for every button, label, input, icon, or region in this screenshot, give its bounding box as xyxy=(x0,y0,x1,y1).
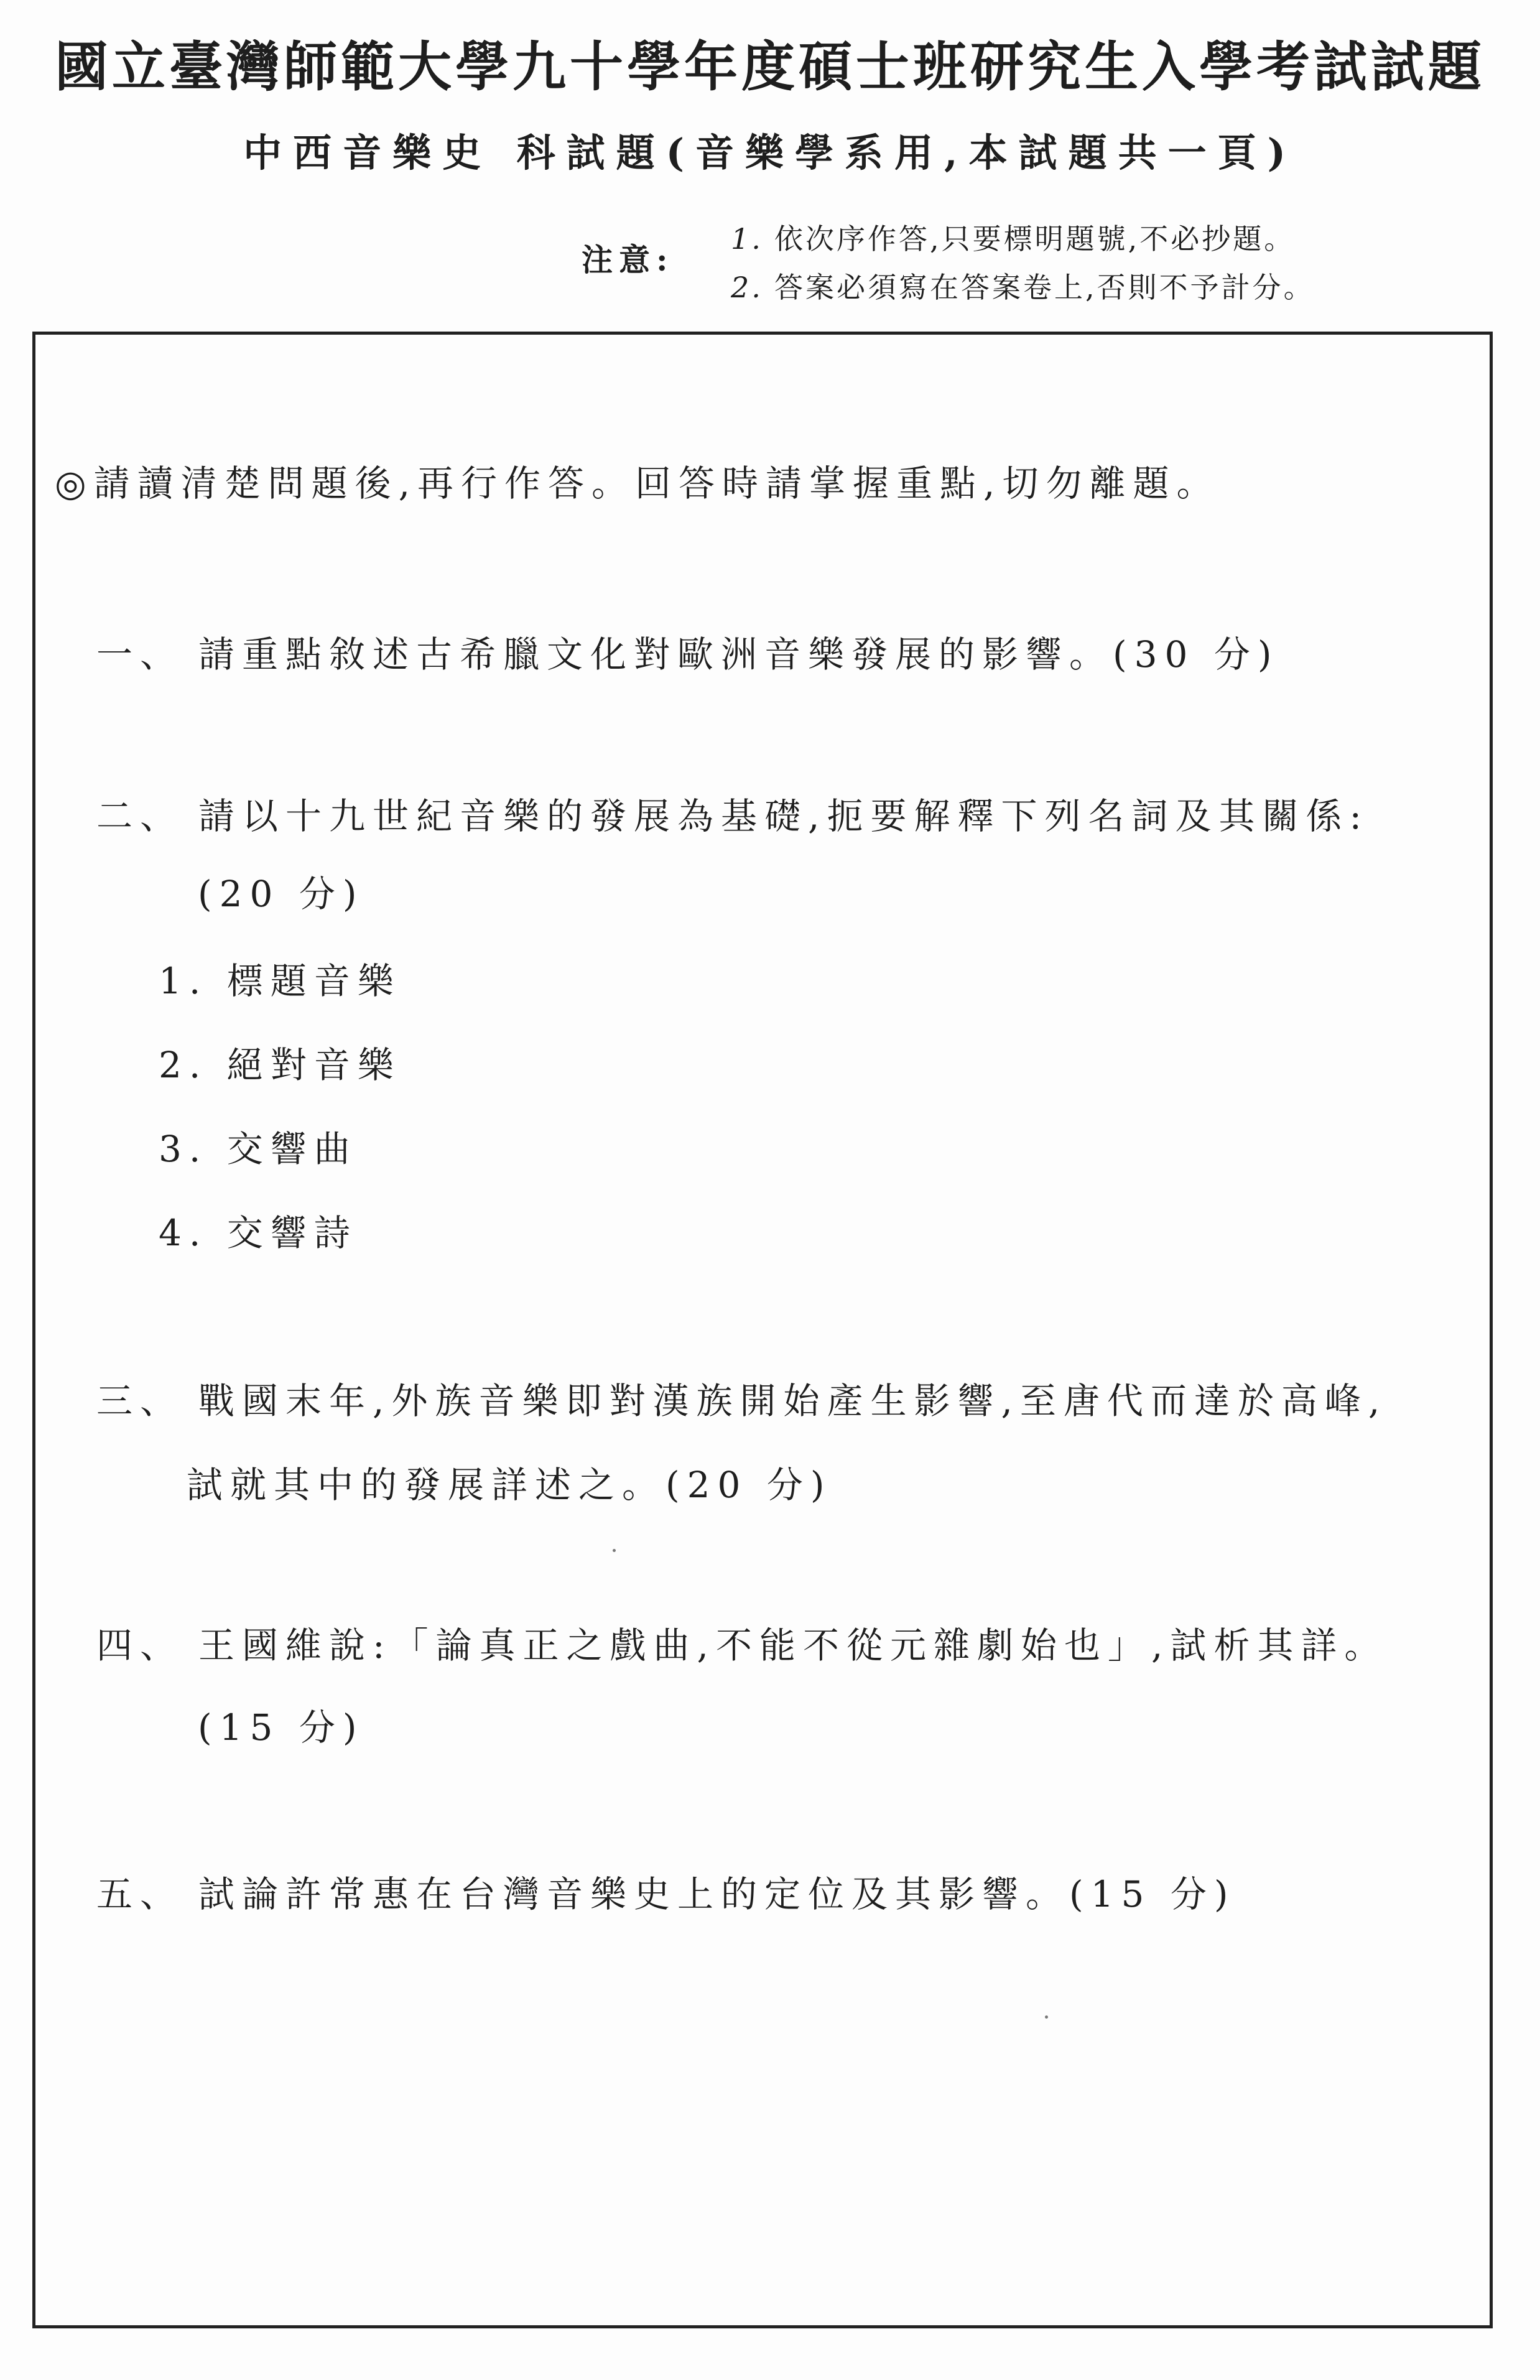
exam-title: 國立臺灣師範大學九十學年度碩士班研究生入學考試試題 xyxy=(55,35,1485,98)
term-item: 3. 交響曲 xyxy=(159,1128,358,1170)
term-item: 1. 標題音樂 xyxy=(159,960,401,1002)
question-1 xyxy=(96,625,1279,677)
question-number: 二、 xyxy=(96,795,184,837)
question-2-score: (20 分) xyxy=(198,873,364,915)
question-number: 三、 xyxy=(96,1380,184,1422)
scan-speck xyxy=(1045,2015,1048,2019)
question-3 xyxy=(96,1372,1387,1424)
exam-subtitle: 中西音樂史 科試題(音樂學系用,本試題共一頁) xyxy=(243,130,1297,175)
scan-speck xyxy=(613,1549,616,1552)
question-5 xyxy=(96,1865,1236,1917)
term-item: 4. 交響詩 xyxy=(159,1212,358,1254)
notice-text: 答案必須寫在答案卷上,否則不予計分。 xyxy=(774,271,1315,304)
question-text: 戰國末年,外族音樂即對漢族開始產生影響,至唐代而達於高峰, xyxy=(198,1380,1388,1422)
question-text: 請以十九世紀音樂的發展為基礎,扼要解釋下列名詞及其關係: xyxy=(198,795,1369,837)
question-4-score: (15 分) xyxy=(198,1706,364,1749)
notice-item xyxy=(731,263,1315,312)
term-item: 2. 絕對音樂 xyxy=(159,1044,401,1086)
question-text: 試論許常惠在台灣音樂史上的定位及其影響。(15 分) xyxy=(198,1873,1236,1915)
notice-item xyxy=(731,215,1315,263)
question-text: 請重點敘述古希臘文化對歐洲音樂發展的影響。(30 分) xyxy=(198,633,1279,676)
question-number: 五、 xyxy=(96,1873,184,1915)
question-number: 一、 xyxy=(96,633,184,676)
general-instruction: ◎請讀清楚問題後,再行作答。回答時請掌握重點,切勿離題。 xyxy=(55,462,1220,504)
question-4 xyxy=(96,1616,1388,1668)
question-3-continuation: 試就其中的發展詳述之。(20 分) xyxy=(187,1464,832,1506)
notice-list xyxy=(731,215,1315,312)
notice-label: 注意: xyxy=(582,241,674,278)
notice-number: 2. xyxy=(731,271,763,304)
question-number: 四、 xyxy=(96,1624,184,1666)
question-2 xyxy=(96,787,1369,839)
question-text: 王國維說:「論真正之戲曲,不能不從元雜劇始也」,試析其詳。 xyxy=(198,1624,1388,1666)
notice-text: 依次序作答,只要標明題號,不必抄題。 xyxy=(774,222,1296,256)
notice-number: 1. xyxy=(731,222,763,256)
